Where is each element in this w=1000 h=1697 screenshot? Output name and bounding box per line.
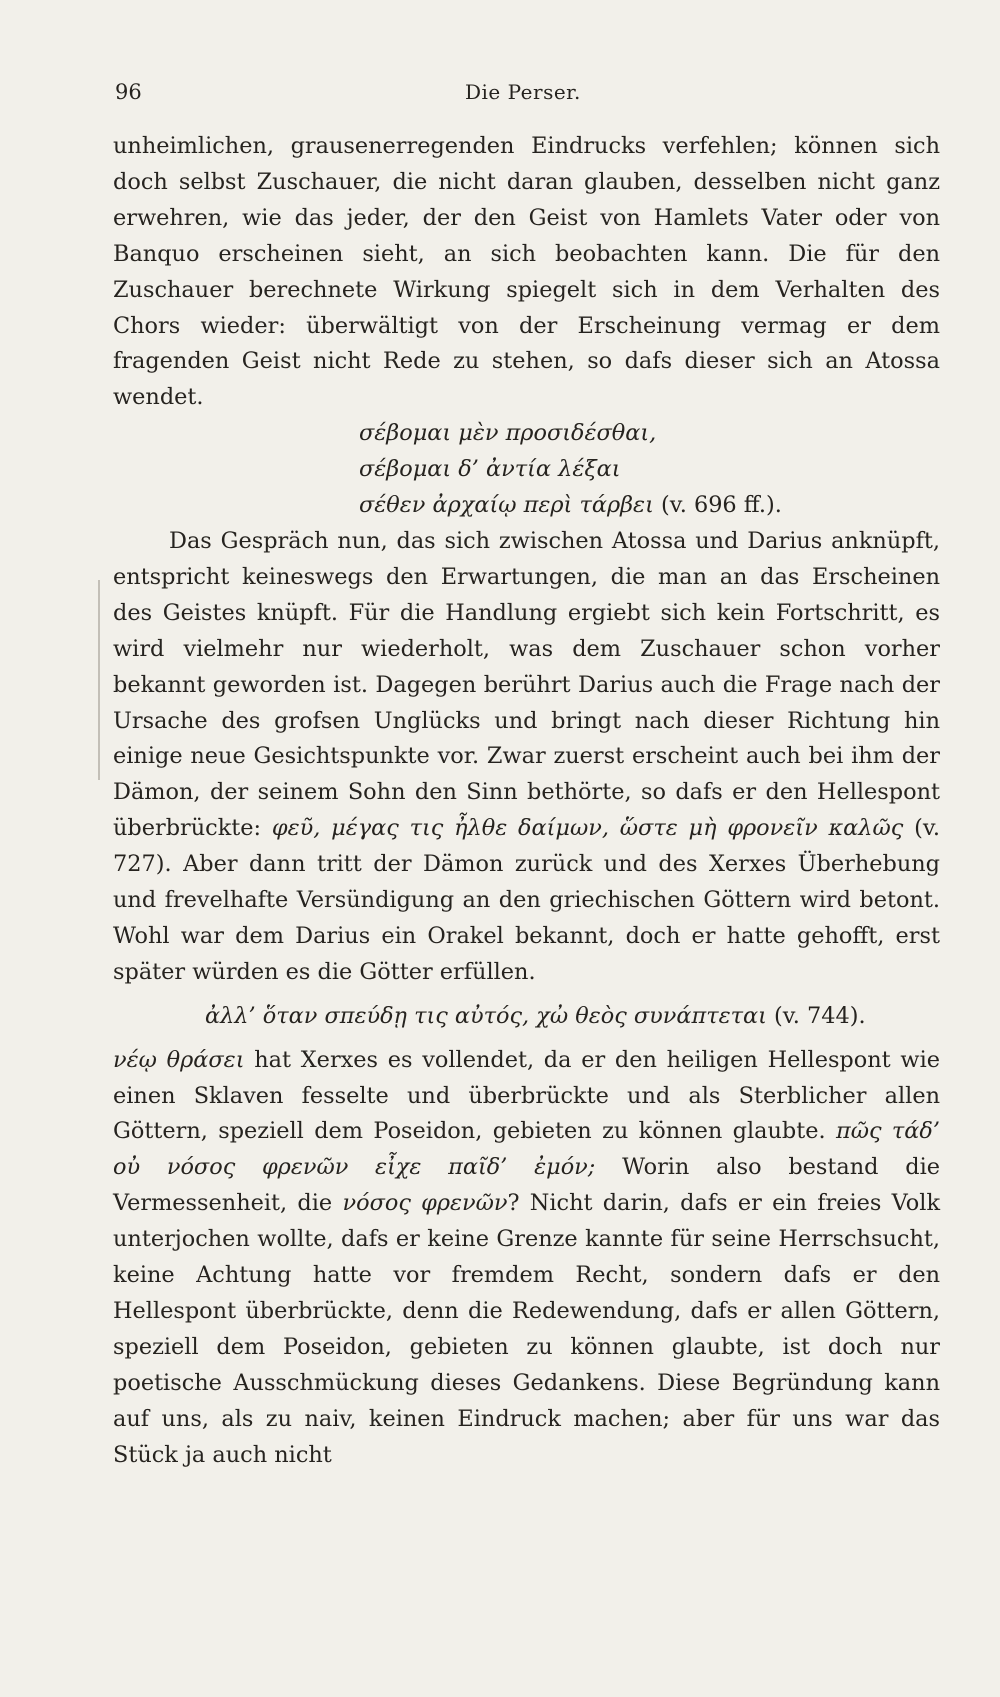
verse-reference: (v. 696 ff.). (660, 492, 782, 519)
greek-quote-block (113, 999, 940, 1035)
paragraph-3-text-b: Worin also bestand die Vermessenheit, die (113, 1154, 940, 1217)
paragraph-3-text-a: hat Xerxes es vollendet, da er den heiligen Hellespont wie einen Sklaven fesselte und überbrückte und als Sterblicher allen Göttern, speziell dem Poseidon, gebieten zu können glaubte. (113, 1046, 940, 1145)
greek-quote-text: ἀλλ’ ὅταν σπεύδῃ τις αὐτός, χὠ θεὸς συνάπτεται (205, 1002, 767, 1029)
margin-mark (98, 580, 100, 780)
page-number: 96 (115, 80, 142, 104)
paragraph-3-text-c: ? Nicht darin, dafs er ein freies Volk unterjochen wollte, dafs er keine Grenze kannte für seine Herrschsucht, keine Achtung hatte vor fremdem Recht, sondern dafs er den Hellespont überbrückte, denn die Redewendung, dafs er allen Göttern, speziell dem Poseidon, gebieten zu können glaubte, ist doch nur poetische Ausschmückung dieses Gedankens. Diese Begründung kann auf uns, als zu naiv, keinen Eindruck machen; aber für uns war das Stück ja auch nicht (113, 1190, 941, 1468)
page-body (113, 129, 940, 1474)
paragraph-1: unheimlichen, grausenerregenden Eindrucks verfehlen; können sich doch selbst Zuschauer, die nicht daran glauben, desselben nicht ganz erwehren, wie das jeder, der den Geist von Hamlets Vater oder von Banquo erscheinen sieht, an sich beobachten kann. Die für den Zuschauer berechnete Wirkung spiegelt sich in dem Verhalten des Chors wieder: überwältigt von der Erscheinung vermag er dem fragenden Geist nicht Rede zu stehen, so dafs dieser sich an Atossa wendet. (113, 133, 940, 411)
page-header (115, 80, 935, 112)
greek-quote-text: σέθεν ἀρχαίῳ περὶ τάρβει (359, 492, 654, 519)
running-head: Die Perser. (465, 80, 581, 104)
greek-inline-quote: πῶς τάδ’ οὐ νόσος φρενῶν εἶχε παῖδ’ ἐμόν; (113, 1118, 940, 1181)
greek-quote-line-1: σέβομαι μὲν προσιδέσθαι, (359, 420, 657, 447)
verse-reference: (v. 744). (774, 1002, 866, 1029)
paragraph-3 (113, 1043, 940, 1474)
greek-quote-line-2: σέβομαι δ’ ἀντία λέξαι (359, 456, 621, 483)
greek-inline-phrase: νέῳ θράσει (113, 1046, 245, 1073)
greek-inline-phrase: νόσος φρενῶν (342, 1190, 508, 1217)
greek-inline-quote: φεῦ, μέγας τις ἦλθε δαίμων, ὥστε μὴ φρονεῖν καλῶς (271, 815, 904, 842)
paragraph-2 (113, 524, 940, 991)
greek-quote-line-3 (113, 488, 940, 524)
paragraph-2-text-b: Aber dann tritt der Dämon zurück und des Xerxes Überhebung und frevelhafte Versündigung an den griechischen Göttern wird betont. Wohl war dem Darius ein Orakel bekannt, doch er hatte gehofft, erst später würden es die Götter erfüllen. (113, 851, 940, 985)
paragraph-2-text-a: Das Gespräch nun, das sich zwischen Atossa und Darius anknüpft, entspricht keineswegs den Erwartungen, die man an das Erscheinen des Geistes knüpft. Für die Handlung ergiebt sich kein Fortschritt, es wird vielmehr nur wiederholt, was dem Zuschauer schon vorher bekannt geworden ist. Dagegen berührt Darius auch die Frage nach der Ursache des grofsen Unglücks und bringt nach dieser Richtung hin einige neue Gesichtspunkte vor. Zwar zuerst erscheint auch bei ihm der Dämon, der seinem Sohn den Sinn bethörte, so dafs er den Hellespont überbrückte: (113, 527, 940, 842)
verse-reference: (v. 727). (113, 815, 940, 878)
